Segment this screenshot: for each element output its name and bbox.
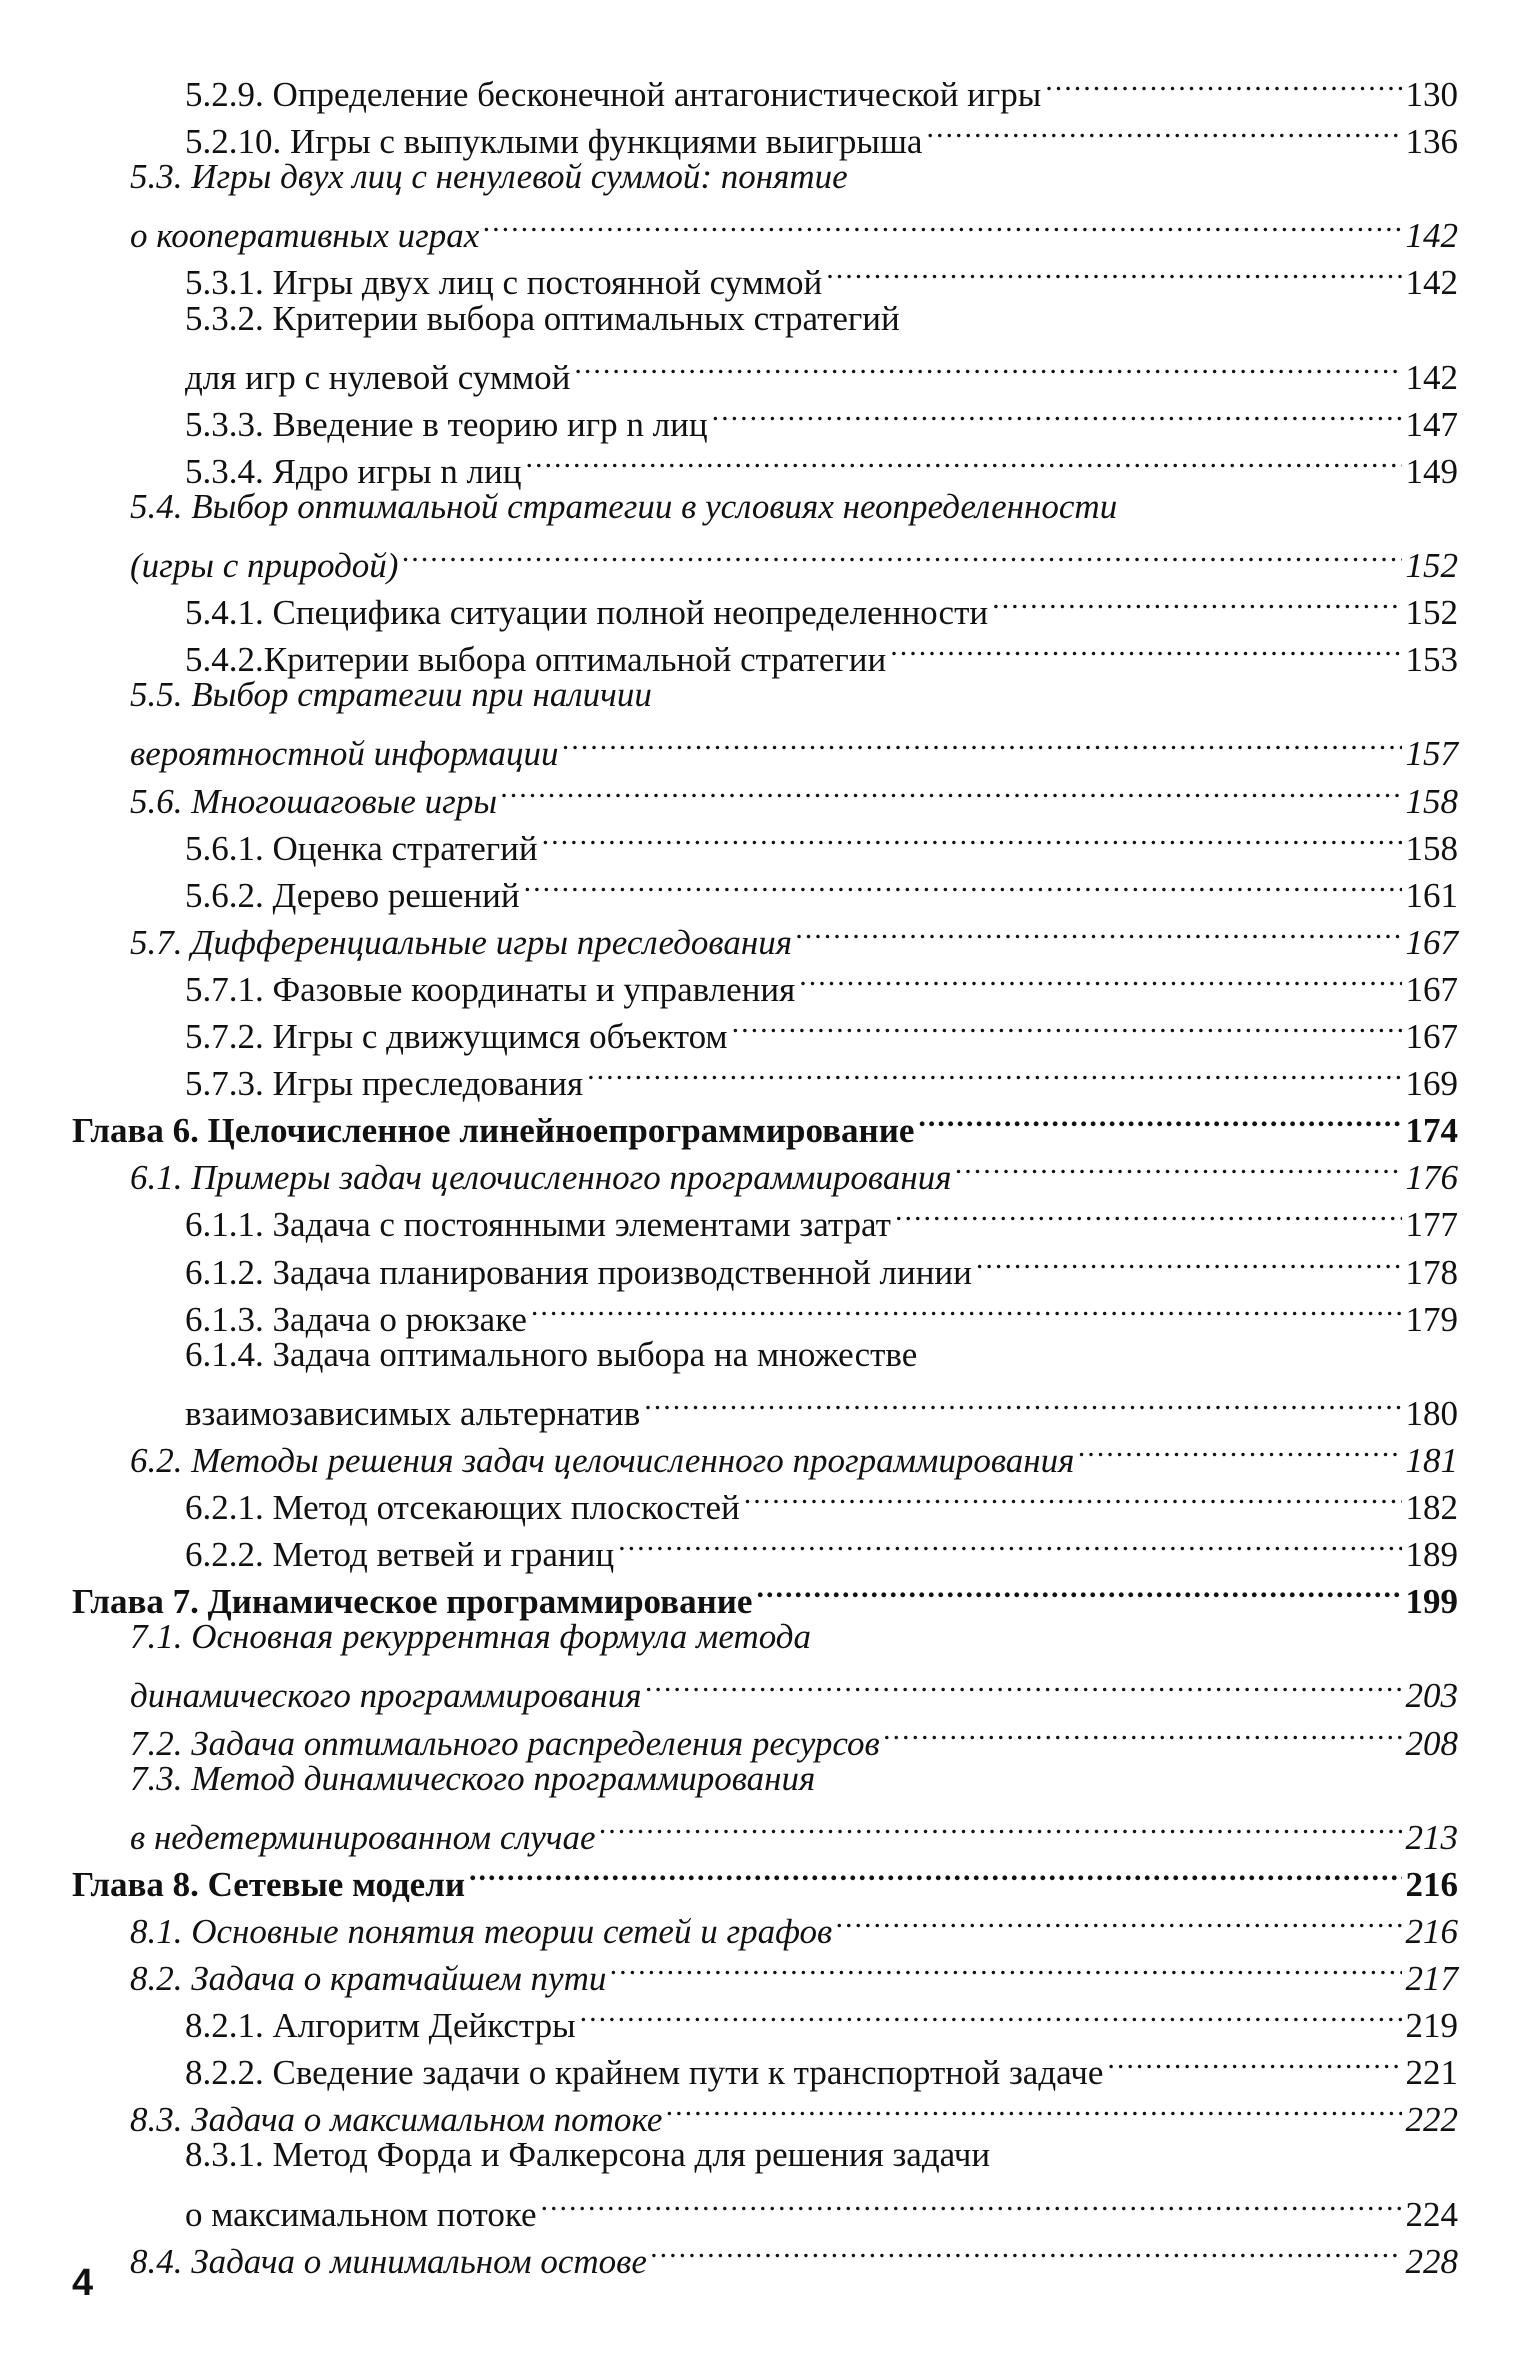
dot-leader [744,1473,1402,1519]
toc-subsection-entry [185,1238,1458,1292]
dot-leader [1045,60,1401,106]
entry-title: 5.6.1. Оценка стратегий [185,829,538,868]
entry-title: 8.2.2. Сведение задачи о крайнем пути к транспортной задаче [185,2053,1104,2092]
toc-subsection-entry [185,2180,1458,2234]
page-number: 4 [72,2262,94,2304]
dot-leader [524,861,1402,907]
entry-title: 5.7.1. Фазовые координаты и управления [185,970,796,1009]
entry-title: 6.2.1. Метод отсекающих плоскостей [185,1488,740,1527]
dot-leader [402,531,1401,577]
entry-page-number: 142 [1405,216,1458,255]
toc-subsection-entry [185,2038,1458,2092]
entry-title: 8.1. Основные понятия теории сетей и графов [130,1912,833,1951]
dot-leader [992,578,1401,624]
toc-subsection-entry [185,1049,1458,1103]
entry-title: 7.3. Метод динамического программирования [130,1759,816,1798]
toc-subsection-entry [185,1332,917,1378]
entry-title: 8.3. Задача о максимальном потоке [130,2100,663,2139]
entry-page-number: 136 [1405,122,1458,161]
entry-title: в недетерминированном случае [130,1818,596,1857]
toc-subsection-entry [185,343,1458,397]
entry-page-number: 130 [1405,75,1458,114]
entry-title: 8.3.1. Метод Форда и Фалкерсона для решения задачи [185,2135,991,2174]
toc-subsection-entry [185,1002,1458,1056]
toc-section-entry [130,201,1458,255]
toc-section-entry [130,2085,1458,2139]
entry-page-number: 178 [1405,1253,1458,1292]
entry-title: 5.3.3. Введение в теорию игр n лиц [185,405,708,444]
toc-section-entry [130,719,1458,773]
dot-leader [918,1096,1401,1142]
dot-leader [610,1944,1401,1990]
entry-page-number: 189 [1405,1535,1458,1574]
entry-page-number: 152 [1405,546,1458,585]
toc-subsection-entry [185,1991,1458,2045]
dot-leader [574,343,1401,389]
dot-leader [541,2180,1402,2226]
entry-page-number: 167 [1405,970,1458,1009]
entry-page-number: 152 [1405,593,1458,632]
dot-leader [469,1850,1402,1896]
entry-page-number: 216 [1405,1912,1458,1951]
entry-page-number: 142 [1405,263,1458,302]
toc-section-entry [130,908,1458,962]
entry-page-number: 167 [1405,1017,1458,1056]
entry-title: 6.1.1. Задача с постоянными элементами затрат [185,1205,891,1244]
entry-title: 5.2.10. Игры с выпуклыми функциями выигрыша [185,122,923,161]
entry-title: о кооперативных играх [130,216,480,255]
toc-section-entry [130,531,1458,585]
entry-title: 5.3.4. Ядро игры n лиц [185,452,522,491]
toc-section-entry [130,1803,1458,1857]
toc-subsection-entry [185,1190,1458,1244]
entry-page-number: 222 [1405,2100,1458,2139]
entry-title: 6.1.2. Задача планирования производственной линии [185,1253,972,1292]
toc-subsection-entry [185,60,1458,114]
dot-leader [531,1285,1402,1331]
toc-section-entry [130,1897,1458,1951]
dot-leader [580,1991,1402,2037]
entry-page-number: 149 [1405,452,1458,491]
entry-title: 5.3.2. Критерии выбора оптимальных стратегий [185,299,900,338]
entry-title: для игр с нулевой суммой [185,358,571,397]
entry-page-number: 221 [1405,2053,1458,2092]
entry-page-number: 157 [1405,734,1458,773]
toc-chapter-entry [72,1096,1458,1150]
dot-leader [1078,1426,1401,1472]
toc-subsection-entry [185,2132,990,2178]
dot-leader [483,201,1401,247]
toc-section-entry [130,672,652,718]
entry-page-number: 158 [1405,829,1458,868]
dot-leader [890,625,1401,671]
entry-title: 6.1. Примеры задач целочисленного программирования [130,1158,952,1197]
toc-section-entry [130,2227,1458,2281]
toc-chapter-entry [72,1567,1458,1621]
toc-section-entry [130,1614,811,1660]
entry-page-number: 179 [1405,1300,1458,1339]
entry-page-number: 174 [1405,1111,1458,1150]
dot-leader [955,1143,1401,1189]
dot-leader [1107,2038,1401,2084]
entry-page-number: 169 [1405,1064,1458,1103]
entry-title: 5.7. Дифференциальные игры преследования [130,923,792,962]
toc-section-entry [130,1143,1458,1197]
dot-leader [651,2227,1402,2273]
toc-subsection-entry [185,1379,1458,1433]
entry-page-number: 224 [1405,2195,1458,2234]
entry-title: 5.7.2. Игры с движущимся объектом [185,1017,728,1056]
dot-leader [895,1190,1402,1236]
toc-section-entry [130,1426,1458,1480]
entry-title: 7.2. Задача оптимального распределения ресурсов [130,1724,880,1763]
entry-page-number: 167 [1405,923,1458,962]
entry-title: 8.4. Задача о минимальном остове [130,2242,647,2281]
entry-title: динамического программирования [130,1676,642,1715]
entry-title: (игры с природой) [130,546,399,585]
toc-subsection-entry [185,1473,1458,1527]
entry-title: 7.1. Основная рекуррентная формула метода [130,1617,811,1656]
toc-subsection-entry [185,955,1458,1009]
entry-page-number: 199 [1405,1582,1458,1621]
dot-leader [884,1709,1402,1755]
toc-section-entry [130,767,1458,821]
entry-page-number: 161 [1405,876,1458,915]
entry-title: 5.4.2.Критерии выбора оптимальной стратегии [185,640,887,679]
entry-title: 8.2.1. Алгоритм Дейкстры [185,2006,576,2045]
toc-section-entry [130,1709,1458,1763]
toc-subsection-entry [185,390,1458,444]
entry-page-number: 228 [1405,2242,1458,2281]
entry-page-number: 176 [1405,1158,1458,1197]
entry-page-number: 217 [1405,1959,1458,1998]
entry-title: Глава 6. Целочисленное линейноепрограммирование [72,1111,915,1150]
dot-leader [525,437,1401,483]
entry-title: 5.3. Игры двух лиц с ненулевой суммой: понятие [130,157,848,196]
entry-title: Глава 7. Динамическое программирование [72,1582,753,1621]
entry-title: 6.1.3. Задача о рюкзаке [185,1300,527,1339]
entry-title: 5.4. Выбор оптимальной стратегии в условиях неопределенности [130,487,1118,526]
dot-leader [542,814,1402,860]
toc-subsection-entry [185,1285,1458,1339]
toc-subsection-entry [185,861,1458,915]
toc-subsection-entry [185,248,1458,302]
entry-title: 6.2.2. Метод ветвей и границ [185,1535,615,1574]
toc-section-entry [130,1944,1458,1998]
entry-title: 5.3.1. Игры двух лиц с постоянной суммой [185,263,823,302]
dot-leader [799,955,1401,1001]
dot-leader [796,908,1402,954]
dot-leader [666,2085,1401,2131]
entry-page-number: 153 [1405,640,1458,679]
dot-leader [836,1897,1401,1943]
toc-subsection-entry [185,1520,1458,1574]
toc-subsection-entry [185,107,1458,161]
entry-title: 6.2. Методы решения задач целочисленного программирования [130,1441,1075,1480]
entry-title: 5.5. Выбор стратегии при наличии [130,675,652,714]
toc-section-entry [130,154,848,200]
toc-chapter-entry [72,1850,1458,1904]
dot-leader [712,390,1402,436]
dot-leader [732,1002,1402,1048]
entry-page-number: 203 [1405,1676,1458,1715]
entry-title: 5.6. Многошаговые игры [130,782,498,821]
toc-section-entry [130,1661,1458,1715]
dot-leader [976,1238,1402,1284]
dot-leader [618,1520,1401,1566]
entry-page-number: 142 [1405,358,1458,397]
toc-section-entry [130,1756,815,1802]
toc-subsection-entry [185,625,1458,679]
entry-title: 6.1.4. Задача оптимального выбора на множестве [185,1335,918,1374]
entry-title: о максимальном потоке [185,2195,537,2234]
dot-leader [756,1567,1401,1613]
toc-subsection-entry [185,578,1458,632]
toc-subsection-entry [185,437,1458,491]
entry-title: вероятностной информации [130,734,559,773]
entry-page-number: 158 [1405,782,1458,821]
dot-leader [599,1803,1401,1849]
entry-title: Глава 8. Сетевые модели [72,1865,465,1904]
entry-page-number: 182 [1405,1488,1458,1527]
entry-page-number: 147 [1405,405,1458,444]
entry-page-number: 177 [1405,1205,1458,1244]
entry-page-number: 213 [1405,1818,1458,1857]
entry-title: взаимозависимых альтернатив [185,1394,641,1433]
dot-leader [926,107,1401,153]
entry-title: 5.7.3. Игры преследования [185,1064,584,1103]
toc-subsection-entry [185,814,1458,868]
entry-title: 8.2. Задача о кратчайшем пути [130,1959,607,1998]
entry-page-number: 181 [1405,1441,1458,1480]
entry-page-number: 180 [1405,1394,1458,1433]
dot-leader [644,1379,1401,1425]
toc-subsection-entry [185,296,900,342]
entry-title: 5.4.1. Специфика ситуации полной неопределенности [185,593,989,632]
entry-title: 5.2.9. Определение бесконечной антагонистической игры [185,75,1042,114]
entry-page-number: 216 [1405,1865,1458,1904]
entry-page-number: 208 [1405,1724,1458,1763]
entry-page-number: 219 [1405,2006,1458,2045]
toc-section-entry [130,484,1117,530]
dot-leader [826,248,1401,294]
dot-leader [646,1661,1402,1707]
dot-leader [562,719,1401,765]
dot-leader [501,767,1401,813]
entry-title: 5.6.2. Дерево решений [185,876,520,915]
dot-leader [587,1049,1401,1095]
